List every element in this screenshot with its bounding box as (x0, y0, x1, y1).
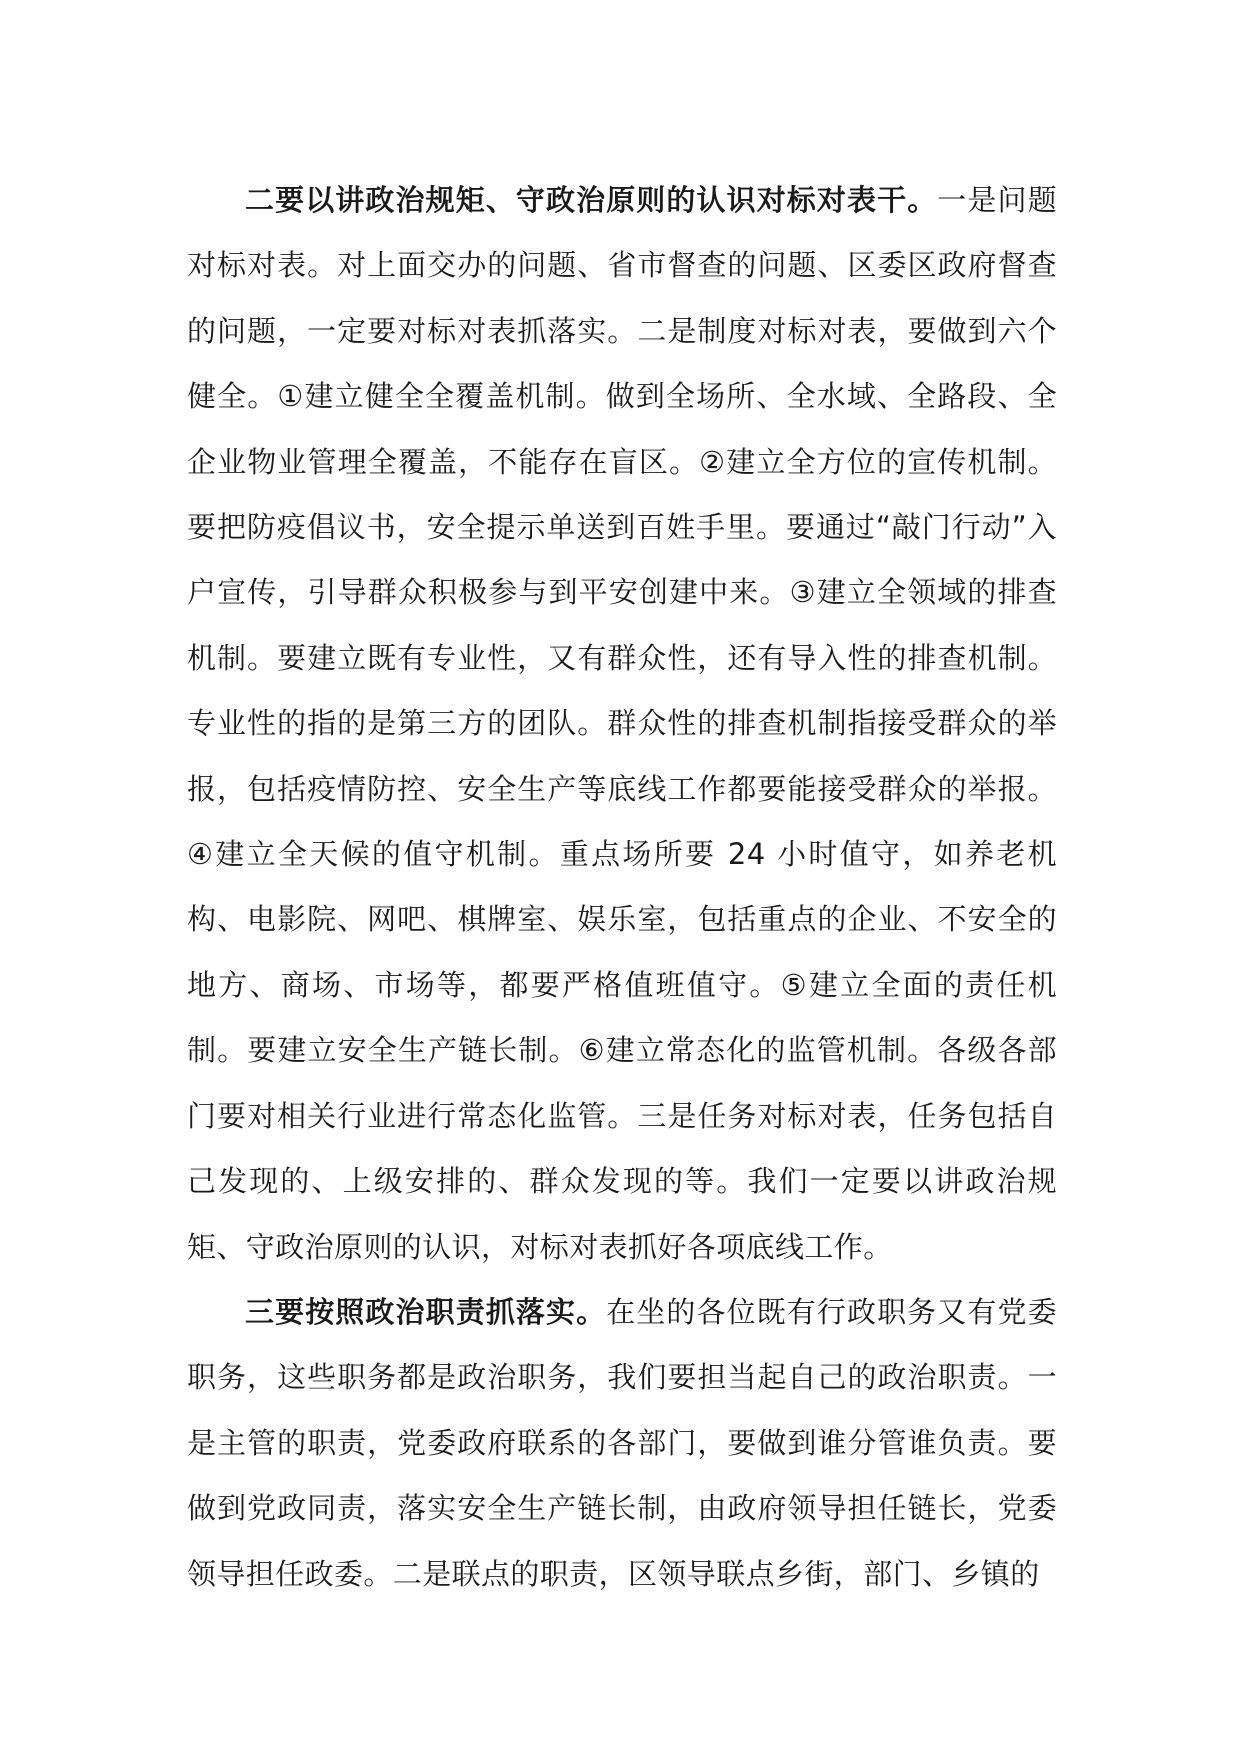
paragraph-2 (187, 1280, 1057, 1607)
paragraph-2-lead: 三要按照政治职责抓落实。 (245, 1294, 607, 1329)
paragraph-1-lead: 二要以讲政治规矩、守政治原则的认识对标对表干。 (245, 183, 938, 217)
paragraph-2-body: 在坐的各位既有行政职务又有党委职务，这些职务都是政治职务，我们要担当起自己的政治职责。一是主管的职责，党委政府联系的各部门，要做到谁分管谁负责。要做到党政同责，落实安全生产链长制，由政府领导担任链长，党委领导担任政委。二是联点的职责，区领导联点乡街，部门、乡镇的 (187, 1294, 1057, 1591)
document-page (187, 168, 1057, 1607)
paragraph-1-body: 一是问题对标对表。对上面交办的问题、省市督查的问题、区委区政府督查的问题，一定要对标对表抓落实。二是制度对标对表，要做到六个健全。①建立健全全覆盖机制。做到全场所、全水域、全路段、全企业物业管理全覆盖，不能存在盲区。②建立全方位的宣传机制。要把防疫倡议书，安全提示单送到百姓手里。要通过“敲门行动”入户宣传，引导群众积极参与到平安创建中来。③建立全领域的排查机制。要建立既有专业性，又有群众性，还有导入性的排查机制。专业性的指的是第三方的团队。群众性的排查机制指接受群众的举报，包括疫情防控、安全生产等底线工作都要能接受群众的举报。④建立全天候的值守机制。重点场所要 24 小时值守，如养老机构、电影院、网吧、棋牌室、娱乐室，包括重点的企业、不安全的地方、商场、市场等，都要严格值班值守。⑤建立全面的责任机制。要建立安全生产链长制。⑥建立常态化的监管机制。各级各部门要对相关行业进行常态化监管。三是任务对标对表，任务包括自己发现的、上级安排的、群众发现的等。我们一定要以讲政治规矩、守政治原则的认识，对标对表抓好各项底线工作。 (187, 183, 1057, 1264)
paragraph-1 (187, 168, 1057, 1280)
